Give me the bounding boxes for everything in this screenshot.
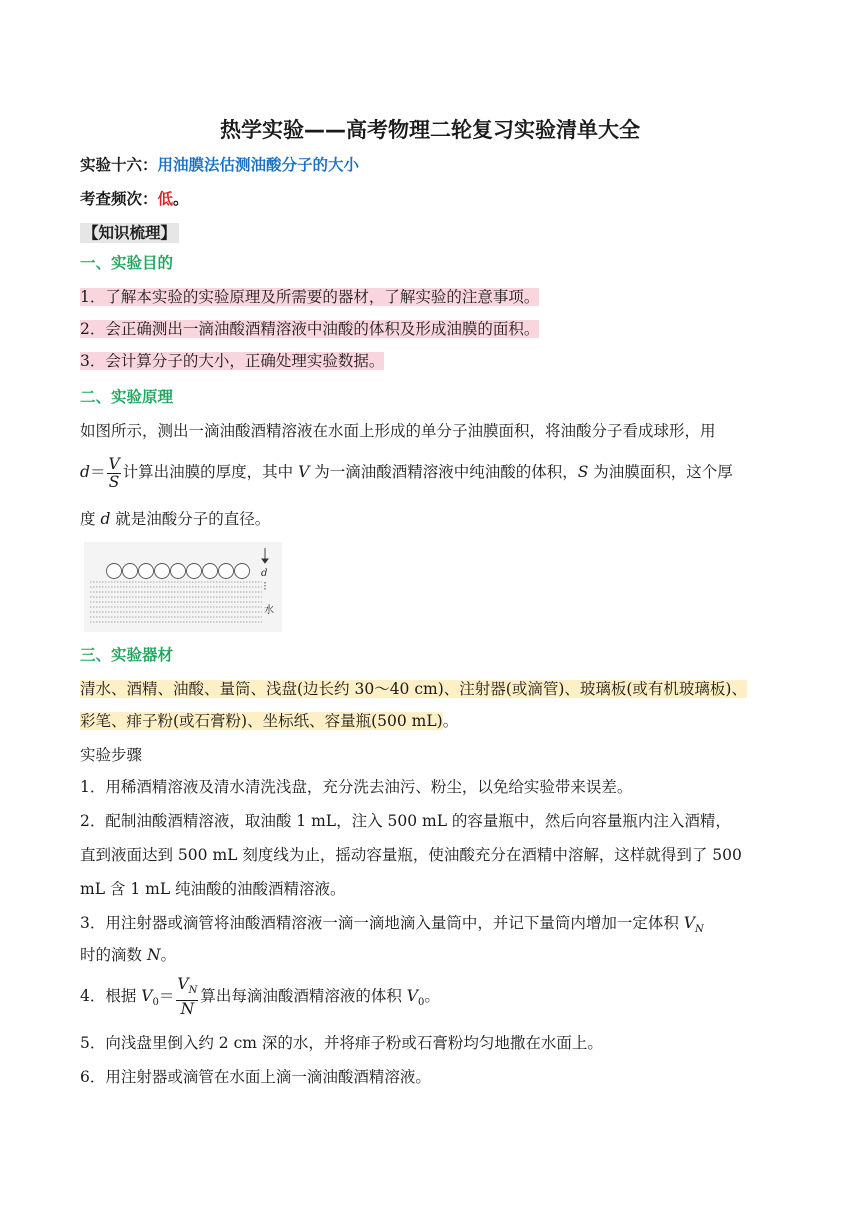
step-6: 6．用注射器或滴管在水面上滴一滴油酸酒精溶液。 (80, 1068, 431, 1086)
section2-heading: 二、实验原理 (80, 388, 174, 406)
frequency-value: 低 (157, 190, 174, 208)
materials-line1: 清水、酒精、油酸、量筒、浅盘(边长约 30～40 cm)、注射器(或滴管)、玻璃板(或有机玻璃板)、 (80, 680, 747, 698)
step-2-line2: 直到液面达到 500 mL 刻度线为止，摇动容量瓶，使油酸充分在酒精中溶解，这样就得到了 500 (80, 846, 742, 864)
step-1: 1．用稀酒精溶液及清水清洗浅盘，充分洗去油污、粉尘，以免给实验带来误差。 (80, 778, 633, 796)
frequency-line (80, 188, 189, 210)
section1-heading: 一、实验目的 (80, 254, 174, 272)
steps-heading: 实验步骤 (80, 746, 143, 764)
formula-fraction: $\frac{V}{S}$ (108, 454, 120, 491)
step-3-line2: 时的滴数 N。 (80, 946, 177, 964)
step-5: 5．向浅盘里倒入约 2 cm 深的水，并将痱子粉或石膏粉均匀地撒在水面上。 (80, 1034, 603, 1052)
oil-film-diagram (84, 542, 282, 632)
step-4-fraction: $\frac{V_N}{N}$ (177, 975, 198, 1018)
principle-paragraph-line2: d＝ $\frac{V}{S}$ 计算出油膜的厚度，其中 V 为一滴油酸酒精溶液中纯油酸的体积，S 为油膜面积，这个厚 (80, 454, 733, 491)
diagram-label-water: 水 (264, 605, 274, 616)
step-4: 4．根据 $V_0=$ $\frac{V_N}{N}$ 算出每滴油酸酒精溶液的体积 $V_0$。 (80, 975, 440, 1018)
page-title: 热学实验——高考物理二轮复习实验清单大全 (220, 118, 640, 142)
materials-line2: 彩笔、痱子粉(或石膏粉)、坐标纸、容量瓶(500 mL)。 (80, 712, 459, 730)
knowledge-tag-line (80, 222, 179, 244)
principle-paragraph-line1: 如图所示，测出一滴油酸酒精溶液在水面上形成的单分子油膜面积，将油酸分子看成球形，用 (80, 422, 716, 440)
section3-heading: 三、实验器材 (80, 646, 174, 664)
principle-paragraph-line3: 度 d 就是油酸分子的直径。 (80, 510, 271, 528)
step-2-line1: 2．配制油酸酒精溶液，取油酸 1 mL，注入 500 mL 的容量瓶中，然后向容量瓶内注入酒精， (80, 812, 731, 830)
experiment-name: 用油膜法估测油酸分子的大小 (157, 156, 360, 174)
objective-item-1: 1．了解本实验的实验原理及所需要的器材，了解实验的注意事项。 (80, 288, 540, 306)
frequency-end: 。 (173, 190, 189, 208)
objective-item-3: 3．会计算分子的大小，正确处理实验数据。 (80, 352, 385, 370)
experiment-label: 实验十六： (80, 156, 158, 174)
frequency-label: 考查频次： (80, 190, 158, 208)
objective-item-2: 2．会正确测出一滴油酸酒精溶液中油酸的体积及形成油膜的面积。 (80, 320, 540, 338)
step-2-line3: mL 含 1 mL 纯油酸的油酸酒精溶液。 (80, 880, 346, 898)
diagram-label-d: d (261, 568, 268, 579)
step-3-line1: 3．用注射器或滴管将油酸酒精溶液一滴一滴地滴入量筒中，并记下量筒内增加一定体积 $V_N$ (80, 914, 704, 936)
knowledge-tag: 【知识梳理】 (80, 223, 179, 243)
oil-molecules (107, 564, 250, 579)
experiment-line (80, 154, 359, 176)
